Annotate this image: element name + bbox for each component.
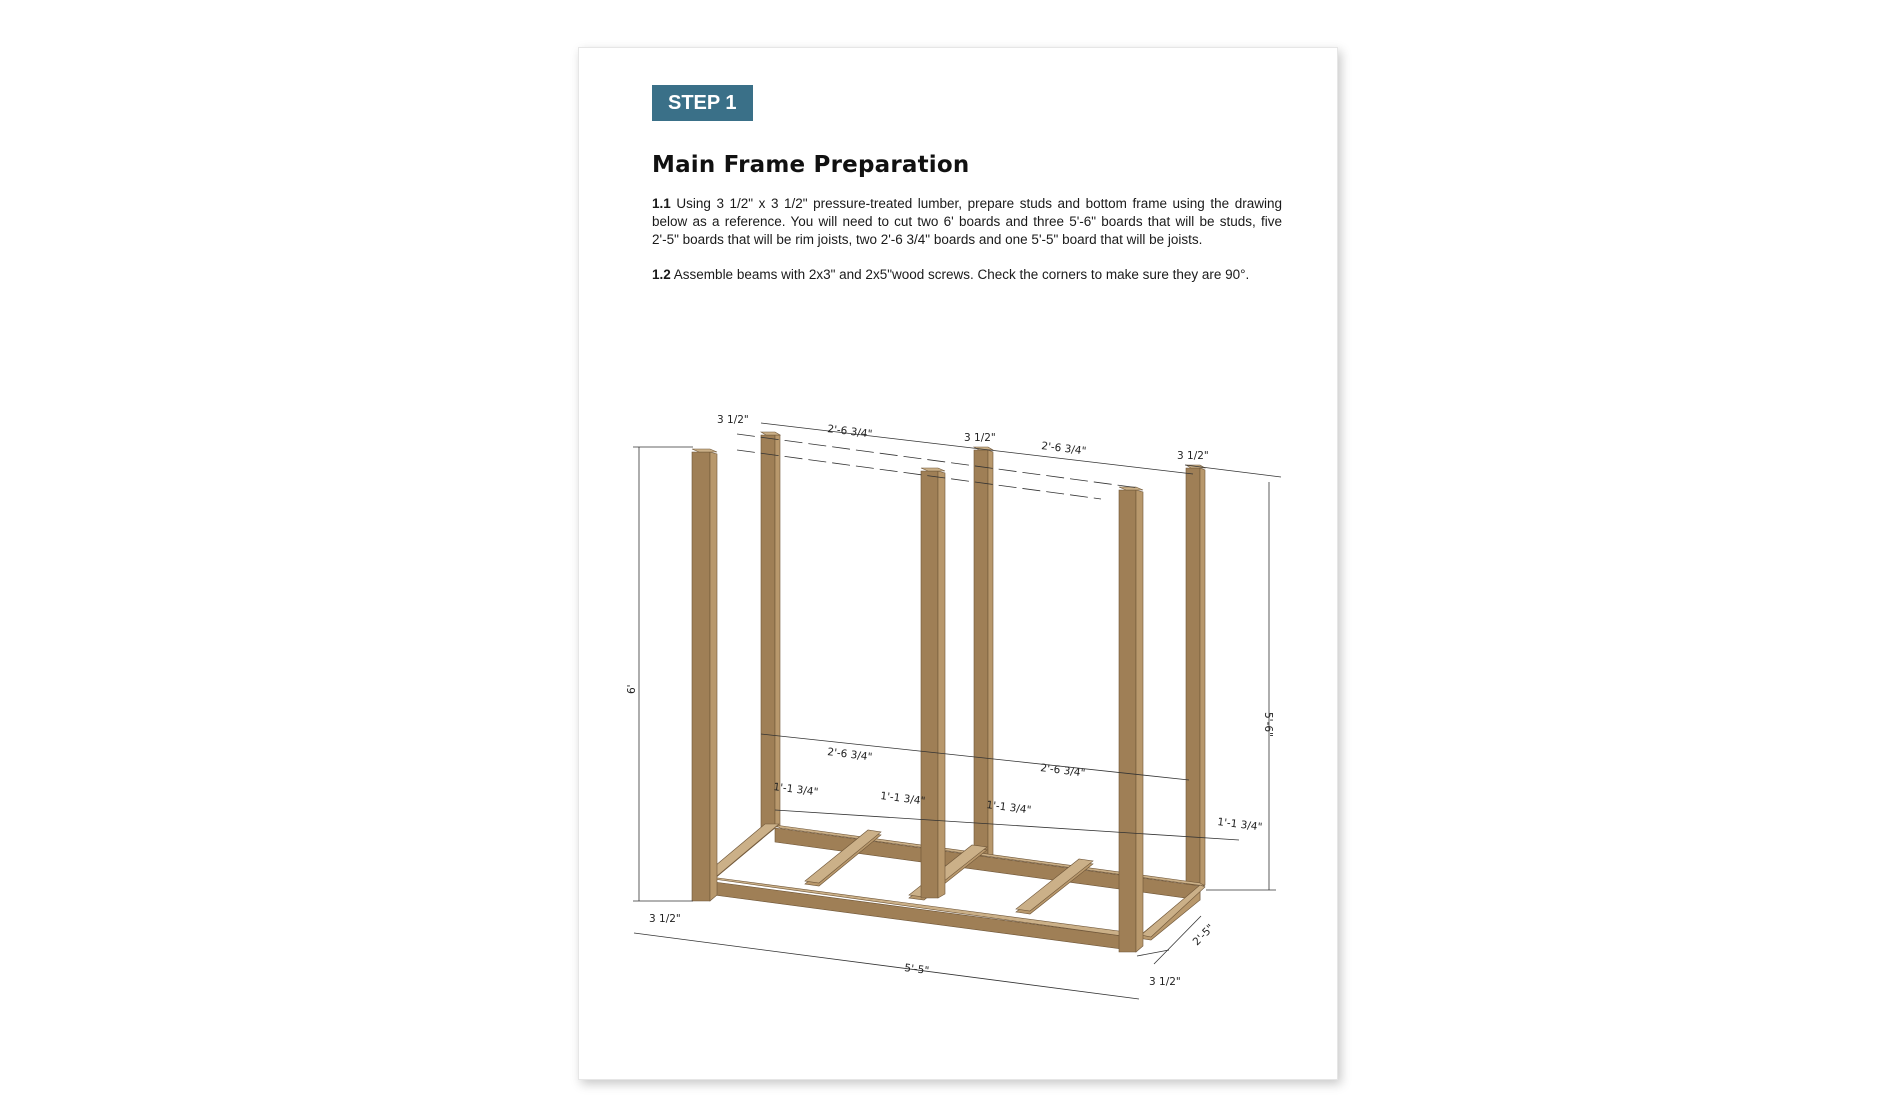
dim-mid-span-right: 2'-6 3/4" [1039,762,1086,780]
instruction-text: Using 3 1/2" x 3 1/2" pressure-treated lumber, prepare studs and bottom frame using the drawing below as a reference. You will need to cut two 6' boards and three 5'-6" boards that will be studs, five 2'-5" boards that will be rim joists, two 2'-6 3/4" boards and one 5'-5" board that will be joists. [652,196,1282,247]
dimension-labels [626,414,1274,988]
dim-height-front: 6' [626,684,638,694]
front-stud-middle [921,471,938,898]
instruction-number: 1.2 [652,267,671,282]
wood-frame [692,432,1205,952]
instruction-text: Assemble beams with 2x3" and 2x5"wood screws. Check the corners to make sure they are 90°. [673,267,1250,282]
back-stud-right [1186,468,1200,885]
dim-joist-spacing-2: 1'-1 3/4" [879,790,926,808]
dim-top-span-right: 2'-6 3/4" [1040,440,1087,458]
front-stud-right [1119,490,1136,952]
dim-joist-spacing-3: 1'-1 3/4" [985,799,1032,817]
dim-top-post-left: 3 1/2" [717,414,749,426]
back-stud-middle [974,450,988,856]
dim-top-post-mid: 3 1/2" [964,432,996,444]
dim-bottom-right: 3 1/2" [1149,976,1181,988]
dim-joist-spacing-4: 1'-1 3/4" [1216,816,1263,834]
dim-height-back: 5'-6" [1262,712,1274,737]
page-title: Main Frame Preparation [652,152,970,178]
dim-bottom-length: 5'-5" [903,962,930,978]
frame-assembly-drawing [579,48,1337,1079]
dim-mid-span-left: 2'-6 3/4" [826,746,873,764]
dim-depth: 2'-5" [1190,922,1217,949]
document-page [578,47,1338,1080]
front-stud-left [692,452,710,901]
dim-top-post-right: 3 1/2" [1177,450,1209,462]
step-badge: STEP 1 [652,85,753,121]
back-stud-left [761,435,775,827]
dim-joist-spacing-1: 1'-1 3/4" [772,781,819,799]
instruction-number: 1.1 [652,196,671,211]
dim-top-span-left: 2'-6 3/4" [826,423,873,441]
dim-bottom-left: 3 1/2" [649,913,681,925]
